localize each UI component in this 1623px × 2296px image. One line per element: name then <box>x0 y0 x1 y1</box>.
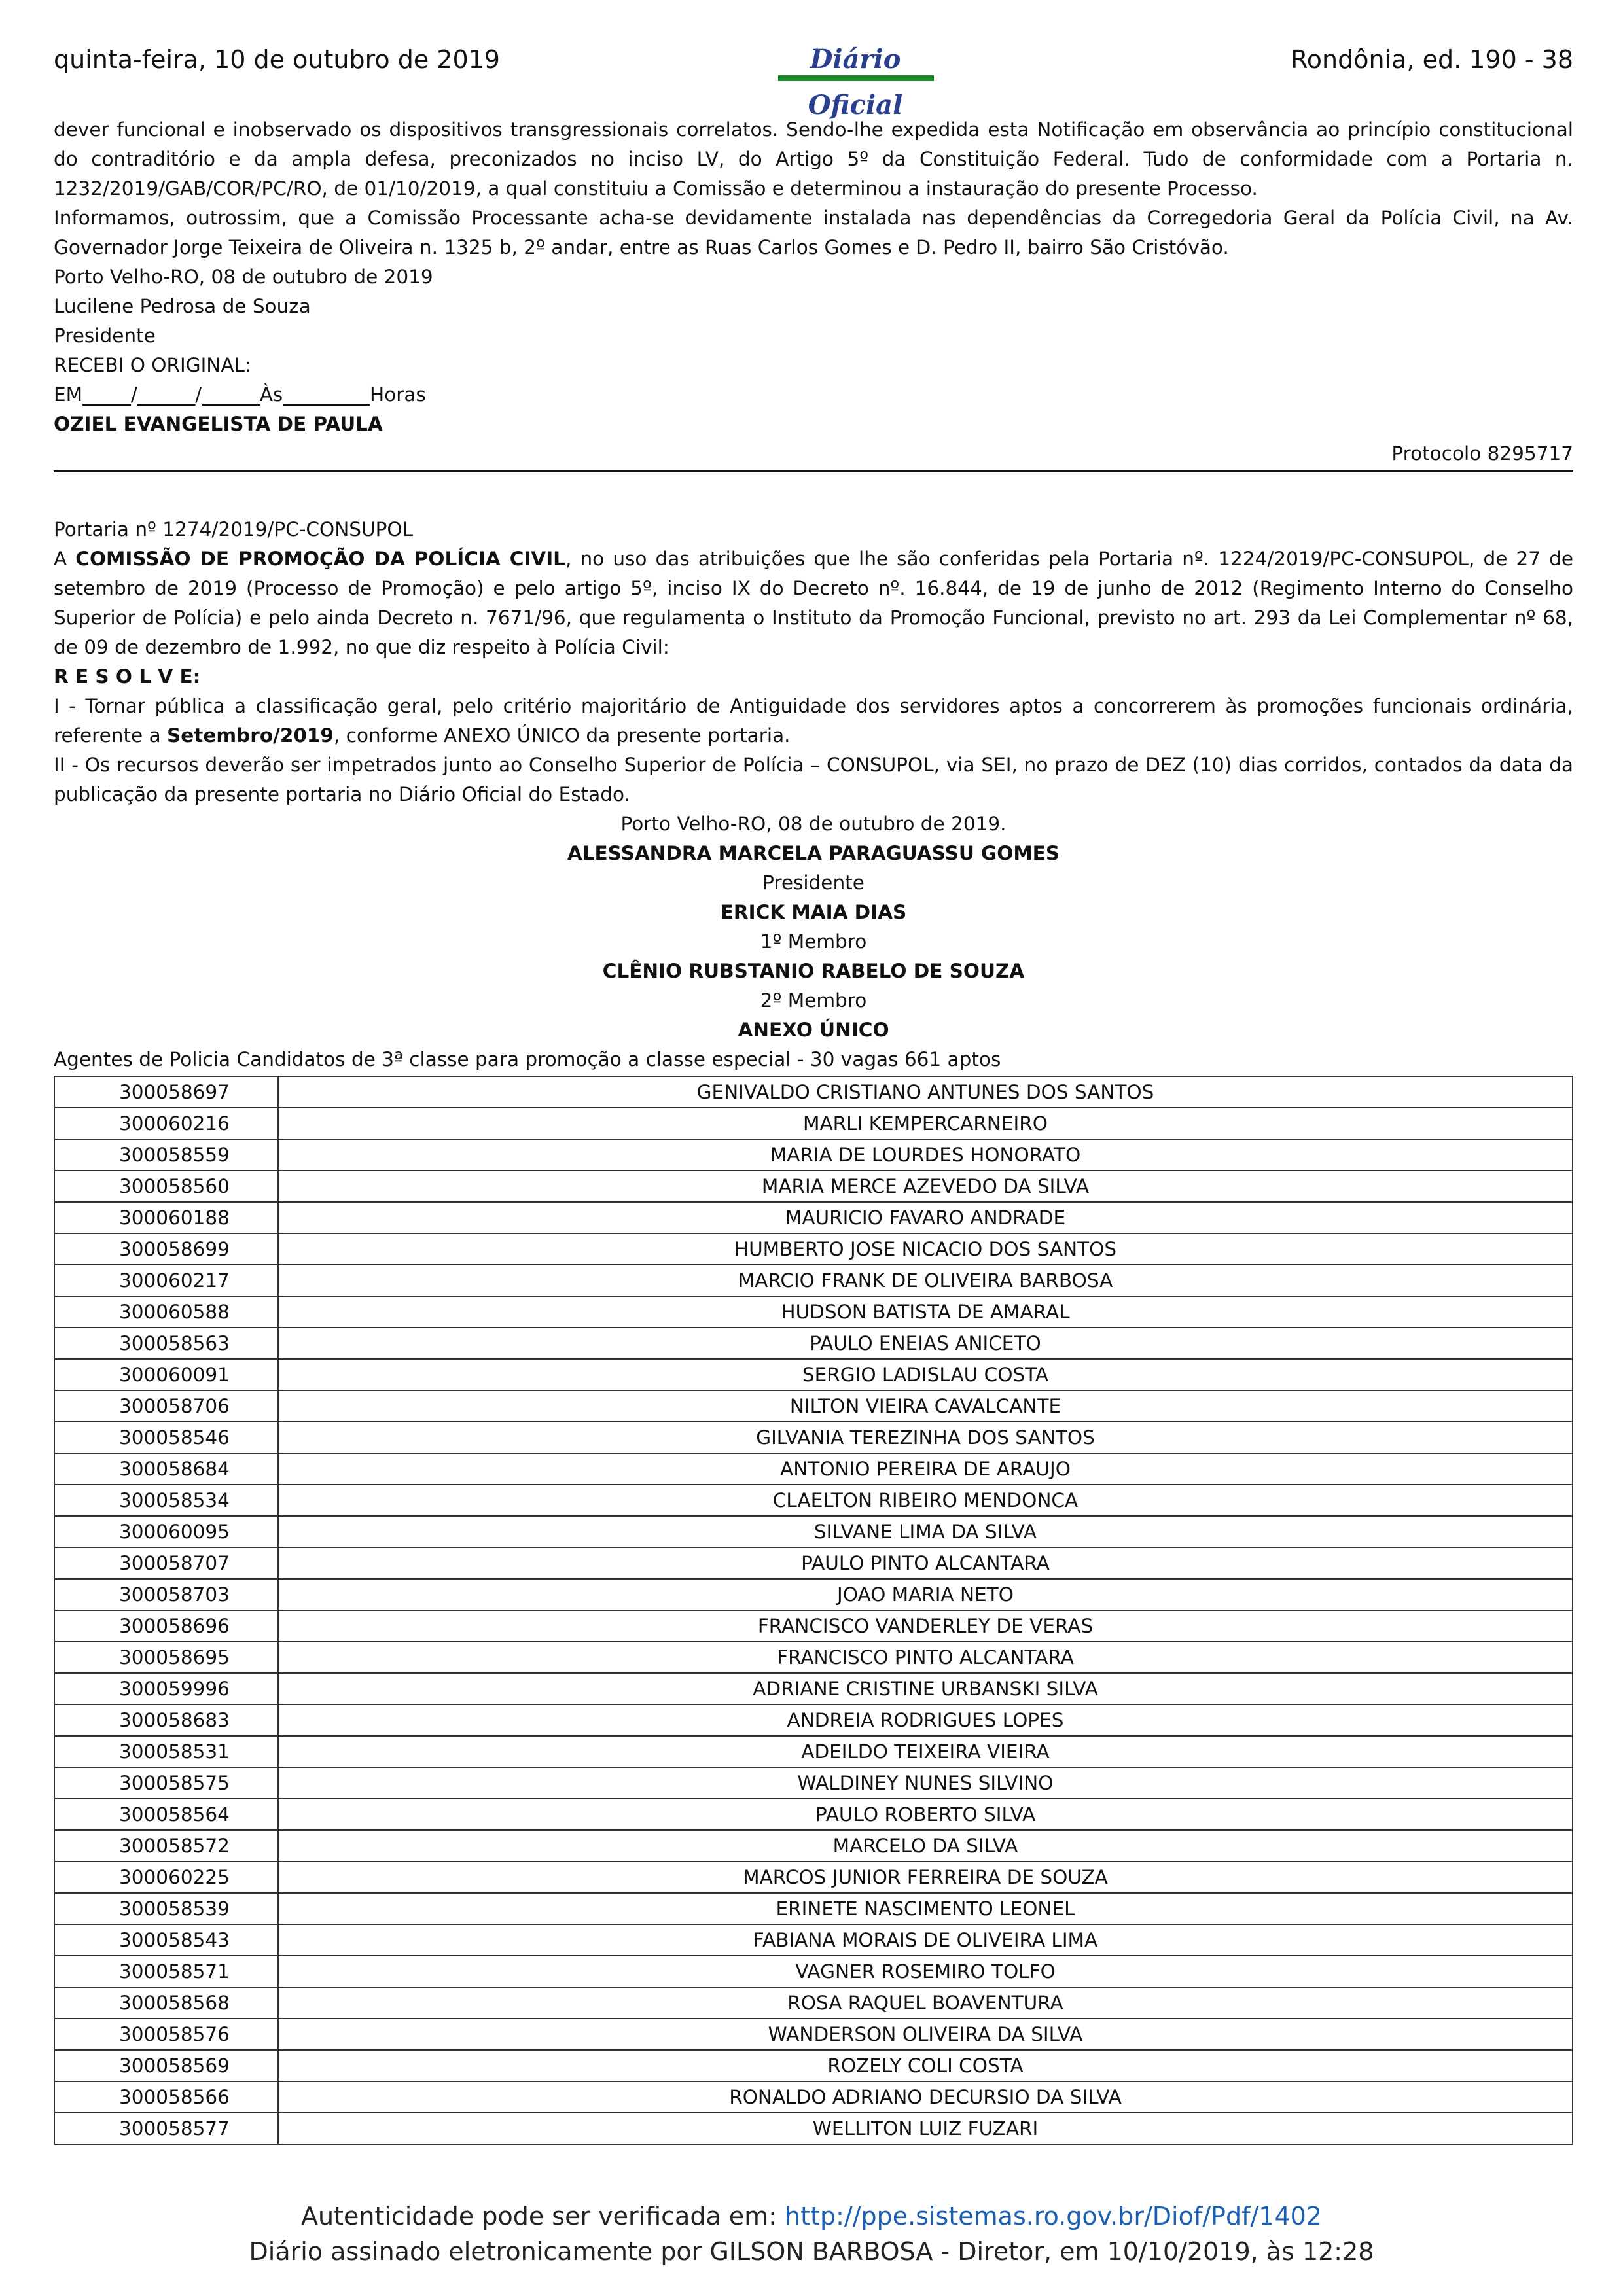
signature-line: Diário assinado eletronicamente por GILSON BARBOSA - Diretor, em 10/10/2019, às 12:28 <box>249 2237 1374 2266</box>
candidate-name-cell: MARIA MERCE AZEVEDO DA SILVA <box>278 1171 1573 1202</box>
table-row <box>54 1108 1573 1139</box>
table-row <box>54 1736 1573 1767</box>
registration-number-cell: 300058697 <box>54 1076 278 1108</box>
registration-number-cell: 300058707 <box>54 1547 278 1579</box>
registration-number-cell: 300058534 <box>54 1485 278 1516</box>
candidate-name-cell: PAULO PINTO ALCANTARA <box>278 1547 1573 1579</box>
previous-act-paragraph-2: Informamos, outrossim, que a Comissão Processante acha-se devidamente instalada nas dependências da Corregedoria Geral da Polícia Civil, na Av. Governador Jorge Teixeira de Oliveira n. 1325 b, 2º andar, entre as Ruas Carlos Gomes e D. Pedro II, bairro São Cristóvão. <box>54 207 1573 258</box>
candidate-name-cell: SILVANE LIMA DA SILVA <box>278 1516 1573 1547</box>
candidate-name-cell: FRANCISCO VANDERLEY DE VERAS <box>278 1610 1573 1642</box>
table-row <box>54 1547 1573 1579</box>
table-row <box>54 1893 1573 1924</box>
candidate-name-cell: GILVANIA TEREZINHA DOS SANTOS <box>278 1422 1573 1453</box>
signatory-2-role: 1º Membro <box>760 930 867 953</box>
table-row <box>54 1579 1573 1610</box>
candidate-name-cell: MARIA DE LOURDES HONORATO <box>278 1139 1573 1171</box>
table-row <box>54 1830 1573 1862</box>
table-row <box>54 1296 1573 1328</box>
table-row <box>54 2050 1573 2081</box>
table-row <box>54 1767 1573 1799</box>
candidate-name-cell: ANDREIA RODRIGUES LOPES <box>278 1704 1573 1736</box>
candidate-name-cell: JOAO MARIA NETO <box>278 1579 1573 1610</box>
registration-number-cell: 300058706 <box>54 1390 278 1422</box>
table-row <box>54 1704 1573 1736</box>
table-row <box>54 2019 1573 2050</box>
registration-number-cell: 300060225 <box>54 1862 278 1893</box>
resolve-item-1-period: Setembro/2019 <box>167 724 334 747</box>
previous-act-signer: Lucilene Pedrosa de Souza <box>54 295 311 317</box>
candidate-name-cell: HUMBERTO JOSE NICACIO DOS SANTOS <box>278 1233 1573 1265</box>
table-row <box>54 1924 1573 1956</box>
registration-number-cell: 300058568 <box>54 1987 278 2019</box>
table-row <box>54 1422 1573 1453</box>
table-row <box>54 1799 1573 1830</box>
candidate-name-cell: WELLITON LUIZ FUZARI <box>278 2113 1573 2144</box>
table-row <box>54 2113 1573 2144</box>
registration-number-cell: 300058695 <box>54 1642 278 1673</box>
registration-number-cell: 300060588 <box>54 1296 278 1328</box>
registration-number-cell: 300058572 <box>54 1830 278 1862</box>
received-original-label: RECEBI O ORIGINAL: <box>54 354 251 376</box>
candidate-name-cell: PAULO ROBERTO SILVA <box>278 1799 1573 1830</box>
signatory-3-role: 2º Membro <box>760 989 867 1012</box>
logo-underline <box>778 75 934 81</box>
candidate-name-cell: ROZELY COLI COSTA <box>278 2050 1573 2081</box>
candidate-name-cell: MAURICIO FAVARO ANDRADE <box>278 1202 1573 1233</box>
registration-number-cell: 300058566 <box>54 2081 278 2113</box>
registration-number-cell: 300060216 <box>54 1108 278 1139</box>
signatory-2-name: ERICK MAIA DIAS <box>720 901 907 923</box>
resolve-item-1-a: I - Tornar pública a classificação geral, pelo critério majoritário de Antiguidade dos servidores aptos a concorrerem às promoções funcionais ordinária, referente a <box>54 695 1573 747</box>
candidate-name-cell: RONALDO ADRIANO DECURSIO DA SILVA <box>278 2081 1573 2113</box>
table-row <box>54 1642 1573 1673</box>
registration-number-cell: 300058577 <box>54 2113 278 2144</box>
previous-act-paragraph-1: dever funcional e inobservado os dispositivos transgressionais correlatos. Sendo-lhe expedida esta Notificação em observância ao princípio constitucional do contraditório e da ampla defesa, preconizados no inciso LV, do Artigo 5º da Constituição Federal. Tudo de conformidade com a Portaria n. 1232/2019/GAB/COR/PC/RO, de 01/10/2019, a qual constituiu a Comissão e determinou a instauração do presente Processo. <box>54 118 1573 200</box>
candidate-name-cell: HUDSON BATISTA DE AMARAL <box>278 1296 1573 1328</box>
diario-oficial-logo: Diário Oficial <box>808 44 903 120</box>
registration-number-cell: 300058531 <box>54 1736 278 1767</box>
candidate-name-cell: MARLI KEMPERCARNEIRO <box>278 1108 1573 1139</box>
registration-number-cell: 300058563 <box>54 1328 278 1359</box>
table-row <box>54 1673 1573 1704</box>
table-row <box>54 1956 1573 1987</box>
table-row <box>54 1390 1573 1422</box>
candidate-name-cell: PAULO ENEIAS ANICETO <box>278 1328 1573 1359</box>
candidate-name-cell: SERGIO LADISLAU COSTA <box>278 1359 1573 1390</box>
registration-number-cell: 300058684 <box>54 1453 278 1485</box>
registration-number-cell: 300059996 <box>54 1673 278 1704</box>
table-row <box>54 1171 1573 1202</box>
portaria-place-date: Porto Velho-RO, 08 de outubro de 2019. <box>620 813 1007 835</box>
registration-number-cell: 300058543 <box>54 1924 278 1956</box>
registration-number-cell: 300058696 <box>54 1610 278 1642</box>
registration-number-cell: 300058571 <box>54 1956 278 1987</box>
portaria-intro-commission: COMISSÃO DE PROMOÇÃO DA POLÍCIA CIVIL <box>75 548 565 570</box>
resolve-item-2: II - Os recursos deverão ser impetrados junto ao Conselho Superior de Polícia – CONSUPOL, via SEI, no prazo de DEZ (10) dias corridos, contados da data da publicação da presente portaria no Diário Oficial do Estado. <box>54 754 1573 805</box>
portaria-intro-a: A <box>54 548 76 570</box>
received-date-line: EM_____/______/______Às_________Horas <box>54 383 426 406</box>
registration-number-cell: 300058575 <box>54 1767 278 1799</box>
resolve-heading: R E S O L V E: <box>54 665 201 688</box>
resolve-item-1-c: , conforme ANEXO ÚNICO da presente portaria. <box>333 724 791 747</box>
recipient-name: OZIEL EVANGELISTA DE PAULA <box>54 413 383 435</box>
table-row <box>54 1076 1573 1108</box>
table-row <box>54 1862 1573 1893</box>
registration-number-cell: 300060095 <box>54 1516 278 1547</box>
annex-title: ANEXO ÚNICO <box>738 1019 889 1041</box>
table-row <box>54 1485 1573 1516</box>
registration-number-cell: 300058703 <box>54 1579 278 1610</box>
candidate-name-cell: ADEILDO TEIXEIRA VIEIRA <box>278 1736 1573 1767</box>
signatory-1-role: Presidente <box>762 872 865 894</box>
table-row <box>54 1233 1573 1265</box>
table-row <box>54 1265 1573 1296</box>
candidate-name-cell: ERINETE NASCIMENTO LEONEL <box>278 1893 1573 1924</box>
registration-number-cell: 300058683 <box>54 1704 278 1736</box>
table-row <box>54 1202 1573 1233</box>
candidate-name-cell: WANDERSON OLIVEIRA DA SILVA <box>278 2019 1573 2050</box>
candidate-name-cell: NILTON VIEIRA CAVALCANTE <box>278 1390 1573 1422</box>
header-edition: Rondônia, ed. 190 - 38 <box>1291 45 1573 74</box>
registration-number-cell: 300060188 <box>54 1202 278 1233</box>
annex-table <box>54 1076 1573 2145</box>
portaria-intro-c: , no uso das atribuições que lhe são conferidas pela Portaria nº. 1224/2019/PC-CONSUPOL, de 27 de setembro de 2019 (Processo de Promoção) e pelo artigo 5º, inciso IX do Decreto nº. 16.844, de 19 de junho de 2012 (Regimento Interno do Conselho Superior de Polícia) e pelo ainda Decreto n. 7671/96, que regulamenta o Instituto da Promoção Funcional, previsto no art. 293 da Lei Complementar nº 68, de 09 de dezembro de 1.992, no que diz respeito à Polícia Civil: <box>54 548 1573 658</box>
table-row <box>54 1328 1573 1359</box>
header-date: quinta-feira, 10 de outubro de 2019 <box>54 45 500 74</box>
registration-number-cell: 300058699 <box>54 1233 278 1265</box>
candidate-name-cell: ANTONIO PEREIRA DE ARAUJO <box>278 1453 1573 1485</box>
verification-text: Autenticidade pode ser verificada em: <box>301 2202 785 2231</box>
table-row <box>54 1359 1573 1390</box>
registration-number-cell: 300058539 <box>54 1893 278 1924</box>
signatory-3-name: CLÊNIO RUBSTANIO RABELO DE SOUZA <box>602 960 1025 982</box>
registration-number-cell: 300058564 <box>54 1799 278 1830</box>
portaria-number: Portaria nº 1274/2019/PC-CONSUPOL <box>54 518 414 540</box>
verification-line <box>0 2199 1623 2234</box>
candidate-name-cell: MARCIO FRANK DE OLIVEIRA BARBOSA <box>278 1265 1573 1296</box>
registration-number-cell: 300058546 <box>54 1422 278 1453</box>
protocol-number: Protocolo 8295717 <box>1391 442 1573 465</box>
signatory-1-name: ALESSANDRA MARCELA PARAGUASSU GOMES <box>567 842 1060 864</box>
previous-act-place-date: Porto Velho-RO, 08 de outubro de 2019 <box>54 266 433 288</box>
portaria-intro <box>54 544 1573 662</box>
registration-number-cell: 300060217 <box>54 1265 278 1296</box>
registration-number-cell: 300058576 <box>54 2019 278 2050</box>
previous-act-role: Presidente <box>54 325 156 347</box>
section-spacer <box>54 472 1573 515</box>
table-row <box>54 1139 1573 1171</box>
candidate-name-cell: ADRIANE CRISTINE URBANSKI SILVA <box>278 1673 1573 1704</box>
annex-table-body <box>54 1076 1573 2144</box>
candidate-name-cell: WALDINEY NUNES SILVINO <box>278 1767 1573 1799</box>
candidate-name-cell: MARCELO DA SILVA <box>278 1830 1573 1862</box>
registration-number-cell: 300058560 <box>54 1171 278 1202</box>
table-row <box>54 1610 1573 1642</box>
verification-link[interactable]: http://ppe.sistemas.ro.gov.br/Diof/Pdf/1402 <box>785 2202 1322 2231</box>
registration-number-cell: 300060091 <box>54 1359 278 1390</box>
candidate-name-cell: GENIVALDO CRISTIANO ANTUNES DOS SANTOS <box>278 1076 1573 1108</box>
candidate-name-cell: MARCOS JUNIOR FERREIRA DE SOUZA <box>278 1862 1573 1893</box>
candidate-name-cell: ROSA RAQUEL BOAVENTURA <box>278 1987 1573 2019</box>
candidate-name-cell: FRANCISCO PINTO ALCANTARA <box>278 1642 1573 1673</box>
candidate-name-cell: VAGNER ROSEMIRO TOLFO <box>278 1956 1573 1987</box>
table-row <box>54 2081 1573 2113</box>
page-footer <box>0 2199 1623 2269</box>
registration-number-cell: 300058569 <box>54 2050 278 2081</box>
candidate-name-cell: CLAELTON RIBEIRO MENDONCA <box>278 1485 1573 1516</box>
table-row <box>54 1516 1573 1547</box>
table-row <box>54 1453 1573 1485</box>
annex-caption: Agentes de Policia Candidatos de 3ª classe para promoção a classe especial - 30 vagas 661 aptos <box>54 1048 1001 1070</box>
document-body <box>54 115 1573 2145</box>
resolve-item-1 <box>54 692 1573 751</box>
registration-number-cell: 300058559 <box>54 1139 278 1171</box>
table-row <box>54 1987 1573 2019</box>
candidate-name-cell: FABIANA MORAIS DE OLIVEIRA LIMA <box>278 1924 1573 1956</box>
